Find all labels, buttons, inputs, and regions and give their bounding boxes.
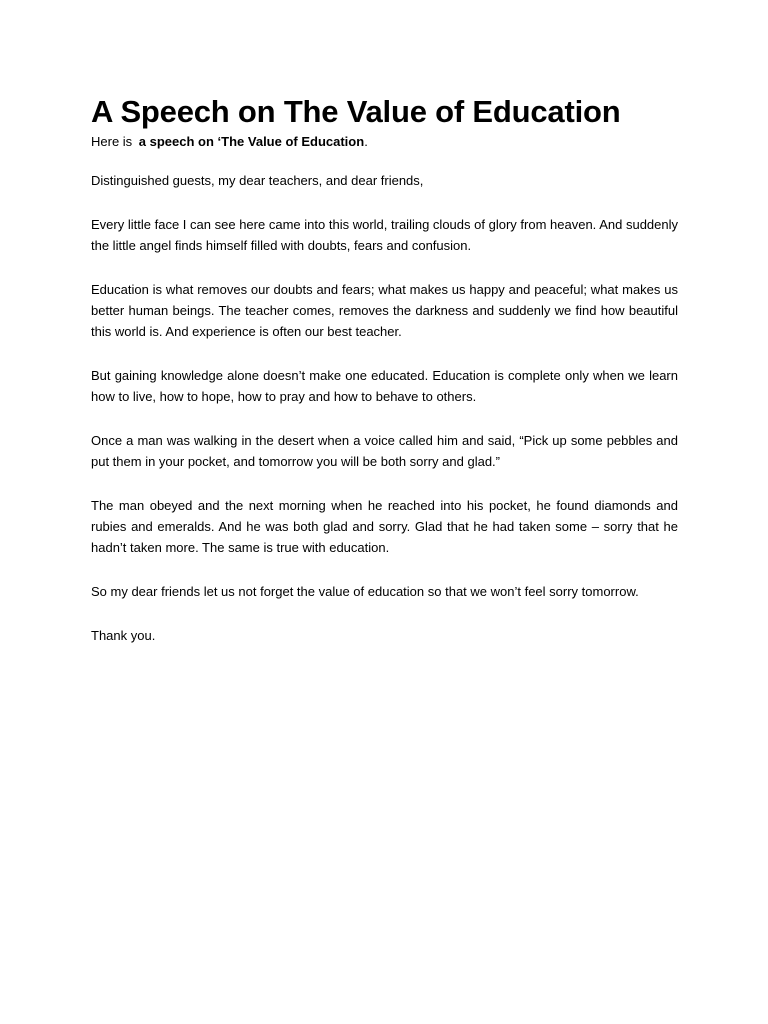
paragraph-3: But gaining knowledge alone doesn’t make one educated. Education is complete only when we learn how to live, how to hope, how to pray and how to behave to others. [91, 368, 678, 404]
paragraph-2: Education is what removes our doubts and fears; what makes us happy and peaceful; what makes us better human beings. The teacher comes, removes the darkness and suddenly we find how beautiful this world is. And experience is often our best teacher. [91, 282, 678, 339]
paragraph-4: Once a man was walking in the desert when a voice called him and said, “Pick up some pebbles and put them in your pocket, and tomorrow you will be both sorry and glad.” [91, 433, 678, 469]
paragraph-1: Every little face I can see here came into this world, trailing clouds of glory from heaven. And suddenly the little angel finds himself filled with doubts, fears and confusion. [91, 217, 678, 253]
document-page [91, 92, 678, 646]
intro-prefix: Here is [91, 134, 136, 149]
intro-line [91, 133, 678, 151]
paragraph-greeting: Distinguished guests, my dear teachers, and dear friends, [91, 173, 424, 188]
paragraph-5: The man obeyed and the next morning when he reached into his pocket, he found diamonds and rubies and emeralds. And he was both glad and sorry. Glad that he had taken some – sorry that he hadn’t taken more. The same is true with education. [91, 498, 678, 555]
paragraph-thanks: Thank you. [91, 628, 156, 643]
paragraph-6: So my dear friends let us not forget the value of education so that we won’t feel sorry tomorrow. [91, 584, 639, 599]
intro-suffix: . [364, 134, 368, 149]
document-title: A Speech on The Value of Education [91, 94, 621, 129]
intro-bold: a speech on ‘The Value of Education [138, 134, 365, 149]
